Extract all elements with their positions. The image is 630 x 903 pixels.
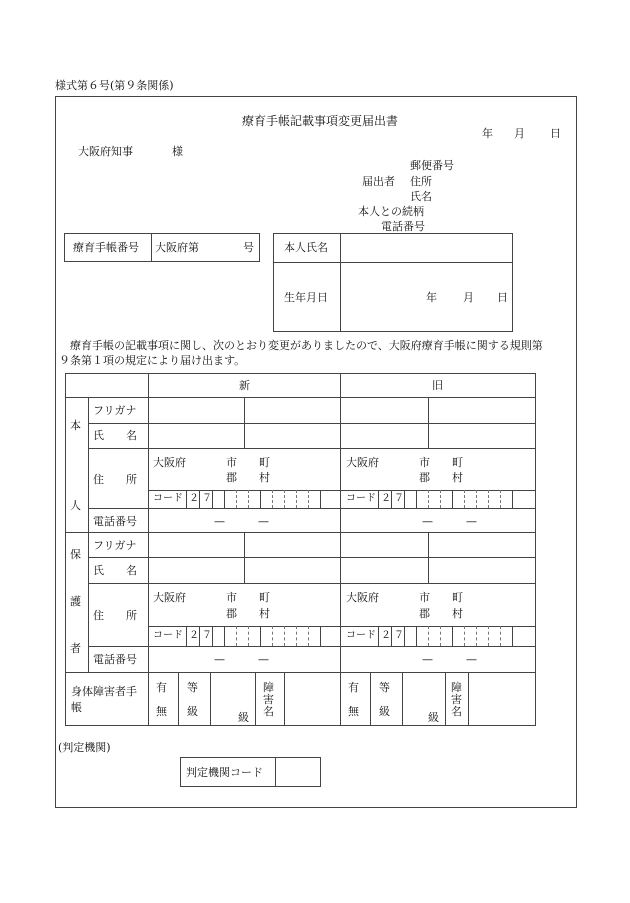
guardian-new-name-input[interactable] <box>150 559 242 581</box>
person-name-input[interactable] <box>342 235 510 260</box>
guardian-old-code-digit-1: ２ <box>381 630 391 641</box>
self-old-county: 郡 <box>419 471 430 484</box>
self-old-name-input-2[interactable] <box>430 425 534 446</box>
disability-new-name-1: 障 <box>263 681 274 694</box>
guardian-name-label: 氏 名 <box>93 564 137 577</box>
applicant-name-label: 氏名 <box>410 190 432 203</box>
guardian-old-code-digit-2: ７ <box>394 630 404 641</box>
disability-handbook-label-line2: 帳 <box>71 701 82 714</box>
self-new-name-input[interactable] <box>150 425 242 446</box>
self-name-label: 氏 名 <box>93 429 137 442</box>
handbook-number-label: 療育手帳番号 <box>73 241 139 254</box>
disability-new-grade-suffix: 級 <box>238 711 249 724</box>
guardian-new-furigana-input[interactable] <box>150 534 242 555</box>
disability-old-grade-suffix: 級 <box>428 711 439 724</box>
disability-new-name-3: 名 <box>263 705 274 718</box>
person-name-label: 本人氏名 <box>284 241 328 254</box>
birth-month-label: 月 <box>463 291 474 304</box>
judgment-code-label: 判定機関コード <box>186 766 263 779</box>
disability-old-none[interactable]: 無 <box>348 705 359 718</box>
birth-date-input[interactable] <box>342 265 510 329</box>
disability-old-have[interactable]: 有 <box>348 681 359 694</box>
applicant-address-label: 住所 <box>410 175 432 188</box>
self-old-furigana-input-2[interactable] <box>430 399 534 421</box>
guardian-address-label: 住 所 <box>93 609 137 622</box>
self-new-furigana-input[interactable] <box>150 399 242 421</box>
statement-line-2: ９条第１項の規定により届け出ます。 <box>59 354 246 367</box>
handbook-number-prefix: 大阪府第 <box>155 241 199 254</box>
judgment-section-label: (判定機関) <box>58 741 111 754</box>
disability-new-grade-top: 等 <box>187 681 198 694</box>
guardian-new-code-digit-2: ７ <box>202 630 212 641</box>
disability-handbook-label-line1: 身体障害者手 <box>71 685 137 698</box>
guardian-old-village: 村 <box>452 607 463 620</box>
disability-old-grade-top: 等 <box>379 681 390 694</box>
birth-date-label: 生年月日 <box>284 291 328 304</box>
handbook-number-input[interactable] <box>205 236 241 258</box>
guardian-label-3: 者 <box>70 642 81 655</box>
self-old-pref: 大阪府 <box>346 456 379 469</box>
guardian-new-phone-dashes: — — <box>214 653 269 666</box>
judgment-code-input[interactable] <box>277 759 319 785</box>
disability-old-name-1: 障 <box>451 681 462 694</box>
addressee-honorific: 様 <box>172 145 183 158</box>
self-new-code-label: コード <box>153 493 183 504</box>
guardian-old-code-label: コード <box>346 630 376 641</box>
postal-code-label: 郵便番号 <box>410 159 454 172</box>
statement-line-1: 療育手帳の記載事項に関し、次のとおり変更がありましたので、大阪府療育手帳に関する規則第 <box>70 339 543 352</box>
self-old-city: 市 <box>419 456 430 469</box>
birth-year-label: 年 <box>426 291 437 304</box>
self-new-town: 町 <box>259 456 270 469</box>
form-number-note: 様式第６号(第９条関係) <box>55 79 174 92</box>
self-old-town: 町 <box>452 456 463 469</box>
self-old-phone-dashes: — — <box>422 515 477 528</box>
column-old-header: 旧 <box>432 379 443 392</box>
guardian-old-pref: 大阪府 <box>346 591 379 604</box>
guardian-new-code-digit-1: ２ <box>189 630 199 641</box>
guardian-furigana-label: フリガナ <box>93 539 137 552</box>
self-old-village: 村 <box>452 471 463 484</box>
self-new-furigana-input-2[interactable] <box>246 399 338 421</box>
addressee-name: 大阪府知事 <box>78 145 133 158</box>
guardian-new-pref: 大阪府 <box>153 591 186 604</box>
self-old-code-digit-2: ７ <box>394 493 404 504</box>
birth-day-label: 日 <box>497 291 508 304</box>
self-old-code-label: コード <box>346 493 376 504</box>
date-day-label: 日 <box>550 127 561 140</box>
applicant-phone-label: 電話番号 <box>381 220 425 233</box>
guardian-old-phone-dashes: — — <box>422 653 477 666</box>
guardian-new-city: 市 <box>226 591 237 604</box>
self-old-code-digit-1: ２ <box>381 493 391 504</box>
self-new-name-input-2[interactable] <box>246 425 338 446</box>
self-phone-label: 電話番号 <box>93 515 137 528</box>
disability-old-name-3: 名 <box>451 705 462 718</box>
handbook-number-suffix: 号 <box>243 241 254 254</box>
self-new-code-digit-1: ２ <box>189 493 199 504</box>
applicant-label: 届出者 <box>362 175 395 188</box>
guardian-new-town: 町 <box>259 591 270 604</box>
guardian-phone-label: 電話番号 <box>93 653 137 666</box>
self-label-bottom: 人 <box>70 499 81 512</box>
disability-old-name-2: 害 <box>451 693 462 706</box>
date-month-label: 月 <box>514 127 525 140</box>
guardian-old-town: 町 <box>452 591 463 604</box>
form-title: 療育手帳記載事項変更届出書 <box>242 114 399 128</box>
guardian-label-1: 保 <box>70 548 81 561</box>
self-furigana-label: フリガナ <box>93 404 137 417</box>
self-new-city: 市 <box>226 456 237 469</box>
guardian-new-code-label: コード <box>153 630 183 641</box>
self-new-pref: 大阪府 <box>153 456 186 469</box>
disability-new-none[interactable]: 無 <box>156 705 167 718</box>
self-new-code-digit-2: ７ <box>202 493 212 504</box>
column-new-header: 新 <box>239 379 250 392</box>
guardian-label-2: 護 <box>70 595 81 608</box>
guardian-old-name-input[interactable] <box>342 559 426 581</box>
date-year-label: 年 <box>482 127 493 140</box>
disability-new-grade-bottom: 級 <box>187 705 198 718</box>
self-new-county: 郡 <box>226 471 237 484</box>
self-label-top: 本 <box>70 419 81 432</box>
self-new-village: 村 <box>259 471 270 484</box>
guardian-old-city: 市 <box>419 591 430 604</box>
guardian-old-furigana-input[interactable] <box>342 534 426 555</box>
self-new-phone-dashes: — — <box>214 515 269 528</box>
disability-new-name-2: 害 <box>263 693 274 706</box>
self-address-label: 住 所 <box>93 473 137 486</box>
guardian-new-county: 郡 <box>226 607 237 620</box>
disability-new-have[interactable]: 有 <box>156 681 167 694</box>
self-old-furigana-input[interactable] <box>342 399 426 421</box>
disability-old-grade-bottom: 級 <box>379 705 390 718</box>
self-old-name-input[interactable] <box>342 425 426 446</box>
guardian-old-county: 郡 <box>419 607 430 620</box>
relation-label: 本人との続柄 <box>358 205 424 218</box>
guardian-new-village: 村 <box>259 607 270 620</box>
